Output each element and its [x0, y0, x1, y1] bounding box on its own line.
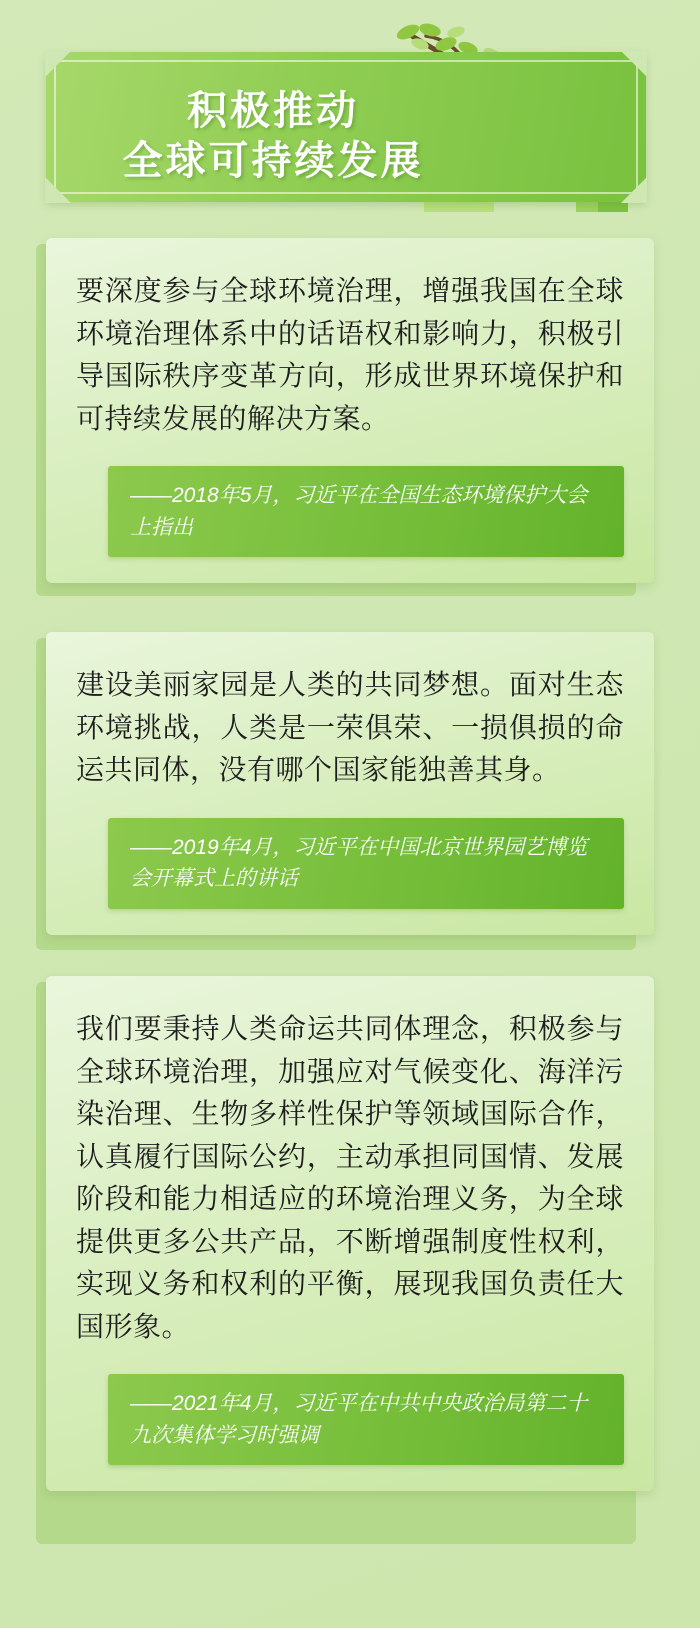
- title-banner: [46, 52, 646, 202]
- page-title-line-2: 全球可持续发展: [122, 139, 424, 183]
- quote-card-1: [46, 238, 654, 583]
- poster-header: [46, 34, 654, 206]
- quote-source: ——2018年5月，习近平在全国生态环境保护大会上指出: [108, 466, 624, 557]
- page-title: [108, 90, 438, 182]
- quote-card-2: [46, 632, 654, 935]
- page-title-line-1: 积极推动: [187, 89, 359, 133]
- quote-text: 建设美丽家园是人类的共同梦想。面对生态环境挑战，人类是一荣俱荣、一损俱损的命运共同体，没有哪个国家能独善其身。: [76, 669, 624, 786]
- quote-card-body-1: [46, 238, 654, 583]
- quote-card-body-2: [46, 632, 654, 935]
- quote-card-3: [46, 976, 654, 1491]
- quote-source: ——2021年4月，习近平在中共中央政治局第二十九次集体学习时强调: [108, 1374, 624, 1465]
- quote-source: ——2019年4月，习近平在中国北京世界园艺博览会开幕式上的讲话: [108, 818, 624, 909]
- quote-text: 要深度参与全球环境治理，增强我国在全球环境治理体系中的话语权和影响力，积极引导国际秩序变革方向，形成世界环境保护和可持续发展的解决方案。: [76, 275, 624, 434]
- quote-card-body-3: [46, 976, 654, 1491]
- quote-text: 我们要秉持人类命运共同体理念，积极参与全球环境治理，加强应对气候变化、海洋污染治理、生物多样性保护等领域国际合作，认真履行国际公约，主动承担同国情、发展阶段和能力相适应的环境治理义务，为全球提供更多公共产品，不断增强制度性权利，实现义务和权利的平衡，展现我国负责任大国形象。: [76, 1013, 624, 1342]
